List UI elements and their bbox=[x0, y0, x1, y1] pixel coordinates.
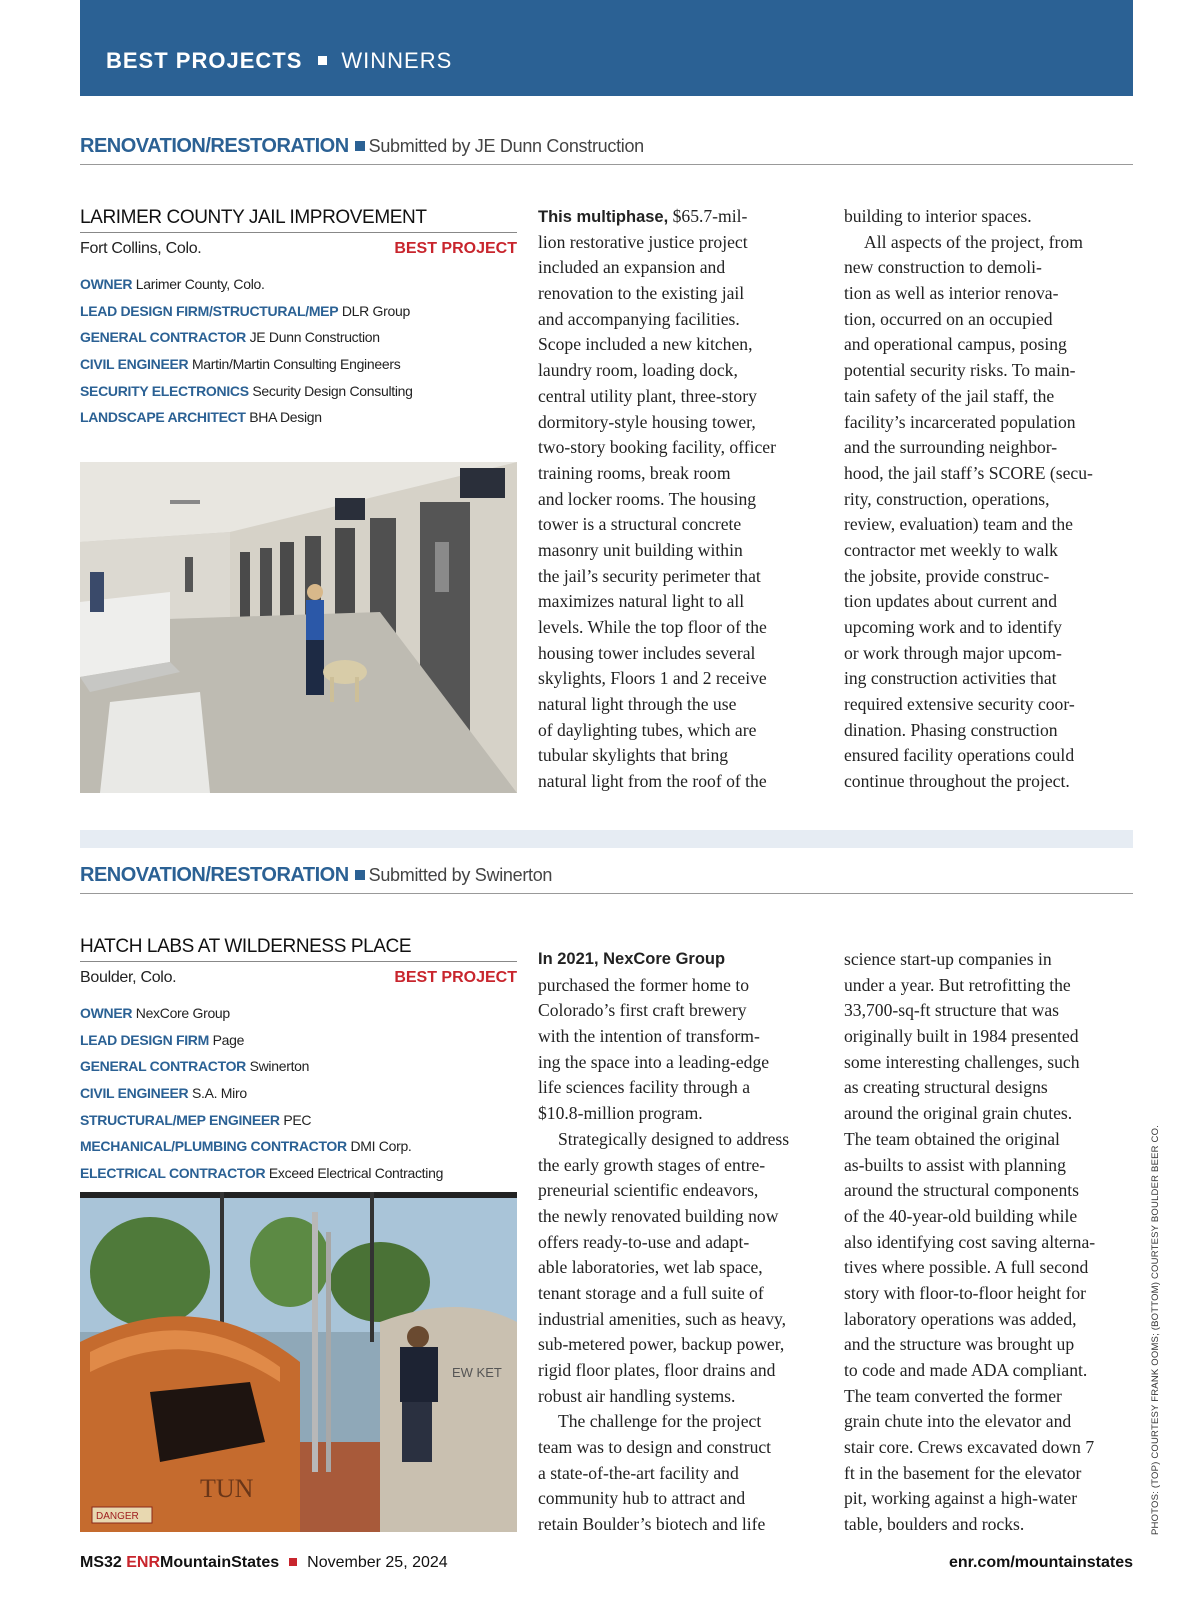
article-line: tenant storage and a full suite of bbox=[538, 1282, 764, 1303]
credit-row bbox=[80, 1160, 517, 1187]
article-line: review, evaluation) team and the bbox=[844, 514, 1073, 535]
article-line: training rooms, break room bbox=[538, 462, 731, 483]
section-divider bbox=[80, 830, 1133, 848]
article-line: continue throughout the project. bbox=[844, 771, 1070, 792]
article-line: building to interior spaces. bbox=[844, 206, 1032, 226]
credit-role: LEAD DESIGN FIRM bbox=[80, 1031, 209, 1048]
article-line: Scope included a new kitchen, bbox=[538, 334, 753, 355]
credit-row bbox=[80, 1053, 517, 1080]
page-footer bbox=[80, 1554, 1133, 1578]
brand-name: MountainStates bbox=[160, 1554, 280, 1571]
article-line: some interesting challenges, such bbox=[844, 1051, 1080, 1072]
article-line: purchased the former home to bbox=[538, 974, 750, 995]
credit-row bbox=[80, 378, 517, 405]
credit-role: ELECTRICAL CONTRACTOR bbox=[80, 1165, 266, 1182]
article-line: The challenge for the project bbox=[558, 1411, 762, 1432]
submitted-by: Submitted by JE Dunn Construction bbox=[368, 136, 644, 156]
article-line: contractor met weekly to walk bbox=[844, 539, 1058, 560]
credit-role: LEAD DESIGN FIRM/STRUCTURAL/MEP bbox=[80, 302, 339, 319]
article-line: also identifying cost saving alterna- bbox=[844, 1231, 1096, 1252]
article-line: maximizes natural light to all bbox=[538, 591, 745, 612]
submitted-by: Submitted by Swinerton bbox=[368, 865, 553, 885]
best-project-badge: BEST PROJECT bbox=[394, 969, 517, 986]
banner-section: BEST PROJECTS bbox=[106, 48, 303, 73]
credit-role: GENERAL CONTRACTOR bbox=[80, 1058, 246, 1075]
article-line: Colorado’s first craft brewery bbox=[538, 1000, 747, 1021]
credit-name: NexCore Group bbox=[135, 1005, 230, 1021]
article-line: laboratory operations was added, bbox=[844, 1308, 1077, 1329]
article-line: table, boulders and rocks. bbox=[844, 1514, 1025, 1535]
category-label: RENOVATION/RESTORATION bbox=[80, 864, 349, 886]
square-bullet-icon bbox=[355, 141, 365, 151]
article-line: The team converted the former bbox=[844, 1385, 1062, 1406]
issue-date: November 25, 2024 bbox=[307, 1554, 448, 1571]
article-line: tain safety of the jail staff, the bbox=[844, 385, 1055, 406]
article-line: tives where possible. A full second bbox=[844, 1257, 1089, 1278]
article-line: and operational campus, posing bbox=[844, 334, 1067, 355]
credit-role: LANDSCAPE ARCHITECT bbox=[80, 409, 246, 426]
article-line: laundry room, loading dock, bbox=[538, 360, 738, 381]
article-line: as creating structural designs bbox=[844, 1077, 1048, 1098]
banner-subsection: WINNERS bbox=[341, 48, 453, 73]
article-line: tion updates about current and bbox=[844, 591, 1058, 612]
article-line: $10.8-million program. bbox=[538, 1103, 703, 1124]
article-line: of daylighting tubes, which are bbox=[538, 719, 757, 740]
page-number: MS32 bbox=[80, 1554, 122, 1571]
lead-in: This multiphase, bbox=[538, 208, 669, 226]
article-line: sub-metered power, backup power, bbox=[538, 1334, 785, 1355]
article-line: the jobsite, provide construc- bbox=[844, 565, 1050, 586]
article-line: preneurial scientific endeavors, bbox=[538, 1180, 759, 1201]
article-line: central utility plant, three-story bbox=[538, 385, 757, 406]
credit-name: BHA Design bbox=[249, 409, 322, 426]
kettle-label: TUN bbox=[200, 1474, 254, 1503]
credit-name: Security Design Consulting bbox=[252, 382, 413, 399]
lead-in: In 2021, NexCore Group bbox=[538, 950, 726, 968]
credit-row bbox=[80, 1133, 517, 1160]
credit-row bbox=[80, 324, 517, 351]
article-line: ing construction activities that bbox=[844, 668, 1057, 689]
article-line: tion, occurred on an occupied bbox=[844, 308, 1053, 329]
footer-url: enr.com/mountainstates bbox=[948, 1554, 1133, 1571]
jail-photo-illustration bbox=[80, 462, 517, 793]
project-title-1: LARIMER COUNTY JAIL IMPROVEMENT bbox=[80, 207, 517, 233]
article-line: to code and made ADA compliant. bbox=[844, 1360, 1088, 1380]
footer-square-icon bbox=[289, 1558, 297, 1566]
credit-row bbox=[80, 1027, 517, 1054]
article-line: Strategically designed to address bbox=[558, 1128, 790, 1149]
article-line bbox=[538, 204, 828, 230]
article-line: housing tower includes several bbox=[538, 642, 756, 663]
article-line: required extensive security coor- bbox=[844, 694, 1075, 715]
article-line: or work through major upcom- bbox=[844, 642, 1062, 663]
article-line: with the intention of transform- bbox=[538, 1026, 760, 1047]
article-line: dination. Phasing construction bbox=[844, 719, 1058, 740]
article-line: skylights, Floors 1 and 2 receive bbox=[538, 668, 767, 689]
article-line: facility’s incarcerated population bbox=[844, 411, 1076, 432]
credit-name: Larimer County, Colo. bbox=[135, 276, 265, 292]
banner-title bbox=[106, 48, 452, 74]
article-line: story with floor-to-floor height for bbox=[844, 1282, 1086, 1303]
square-bullet-icon bbox=[355, 870, 365, 880]
article-line: as-builts to assist with planning bbox=[844, 1154, 1066, 1175]
article-line: stair core. Crews excavated down 7 bbox=[844, 1437, 1095, 1458]
credit-name: PEC bbox=[283, 1111, 312, 1128]
credit-name: Exceed Electrical Contracting bbox=[268, 1165, 444, 1182]
article-line: offers ready-to-use and adapt- bbox=[538, 1231, 750, 1252]
brewery-photo-illustration bbox=[80, 1192, 517, 1532]
credit-row bbox=[80, 271, 517, 298]
article-line: masonry unit building within bbox=[538, 539, 743, 560]
article-line: industrial amenities, such as heavy, bbox=[538, 1308, 787, 1329]
article-line: community hub to attract and bbox=[538, 1488, 746, 1509]
best-project-badge: BEST PROJECT bbox=[394, 240, 517, 257]
article-line: the newly renovated building now bbox=[538, 1205, 779, 1226]
kettle-side-label: EW KET bbox=[452, 1365, 502, 1380]
credit-role: CIVIL ENGINEER bbox=[80, 356, 189, 373]
article-line: and the surrounding neighbor- bbox=[844, 437, 1058, 458]
credit-name: Swinerton bbox=[249, 1058, 310, 1075]
article-line: rity, construction, operations, bbox=[844, 488, 1050, 509]
brand-enr: ENR bbox=[126, 1554, 161, 1571]
project-location-2 bbox=[80, 969, 517, 987]
article-line: retain Boulder’s biotech and life bbox=[538, 1514, 766, 1535]
article-line: science start-up companies in bbox=[844, 949, 1052, 969]
credit-row bbox=[80, 404, 517, 431]
credit-name: Martin/Martin Consulting Engineers bbox=[191, 356, 401, 373]
article-line: under a year. But retrofitting the bbox=[844, 974, 1071, 995]
article-line: upcoming work and to identify bbox=[844, 617, 1062, 637]
article-line: tion as well as interior renova- bbox=[844, 283, 1059, 304]
brew-kettle-photo bbox=[80, 1192, 517, 1532]
section-header-1 bbox=[80, 135, 1133, 165]
article-line: lion restorative justice project bbox=[538, 231, 748, 252]
credit-role: STRUCTURAL/MEP ENGINEER bbox=[80, 1111, 280, 1128]
credit-role: OWNER bbox=[80, 276, 133, 292]
article-line: around the original grain chutes. bbox=[844, 1103, 1073, 1124]
article-line: All aspects of the project, from bbox=[864, 231, 1083, 252]
article-line: able laboratories, wet lab space, bbox=[538, 1257, 763, 1278]
credit-name: S.A. Miro bbox=[191, 1085, 247, 1102]
credit-name: DMI Corp. bbox=[350, 1138, 412, 1155]
location-text: Boulder, Colo. bbox=[80, 969, 177, 986]
jail-interior-photo bbox=[80, 462, 517, 793]
credit-row bbox=[80, 1080, 517, 1107]
credit-role: SECURITY ELECTRONICS bbox=[80, 382, 249, 399]
article-text: $65.7-mil- bbox=[672, 206, 748, 226]
banner-square-icon bbox=[318, 56, 327, 65]
article-line: natural light from the roof of the bbox=[538, 771, 767, 792]
credit-row bbox=[80, 1107, 517, 1134]
article-line: around the structural components bbox=[844, 1180, 1080, 1201]
article-line: renovation to the existing jail bbox=[538, 283, 745, 304]
article-line: ft in the basement for the elevator bbox=[844, 1462, 1082, 1483]
credit-role: GENERAL CONTRACTOR bbox=[80, 329, 246, 346]
category-label: RENOVATION/RESTORATION bbox=[80, 135, 349, 157]
project-location-1 bbox=[80, 240, 517, 258]
article-line: hood, the jail staff’s SCORE (secu- bbox=[844, 462, 1093, 483]
project-title-2: HATCH LABS AT WILDERNESS PLACE bbox=[80, 936, 517, 962]
article-line: and accompanying facilities. bbox=[538, 308, 740, 329]
footer-left bbox=[80, 1554, 448, 1572]
article-line: tower is a structural concrete bbox=[538, 514, 742, 535]
article-line: of the 40-year-old building while bbox=[844, 1205, 1078, 1226]
article-line: robust air handling systems. bbox=[538, 1385, 736, 1406]
project-credits-1 bbox=[80, 271, 517, 431]
credit-row bbox=[80, 351, 517, 378]
photo-credit: PHOTOS: (TOP) COURTESY FRANK OOMS; (BOTTOM) COURTESY BOULDER BEER CO. bbox=[1150, 1124, 1161, 1535]
article-line: pit, working against a high-water bbox=[844, 1488, 1078, 1509]
location-text: Fort Collins, Colo. bbox=[80, 240, 202, 257]
article-line: team was to design and construct bbox=[538, 1437, 772, 1458]
article-line: included an expansion and bbox=[538, 257, 726, 278]
article-line: dormitory-style housing tower, bbox=[538, 411, 756, 432]
credit-role: OWNER bbox=[80, 1005, 133, 1021]
article-line: grain chute into the elevator and bbox=[844, 1411, 1072, 1432]
article-line: potential security risks. To main- bbox=[844, 360, 1076, 381]
article-line: life sciences facility through a bbox=[538, 1077, 751, 1098]
credit-row bbox=[80, 1000, 517, 1027]
article-line: ing the space into a leading-edge bbox=[538, 1051, 770, 1072]
article-column-2 bbox=[844, 204, 1134, 795]
credit-name: Page bbox=[212, 1031, 245, 1048]
article-line: natural light through the use bbox=[538, 694, 737, 715]
credit-row bbox=[80, 298, 517, 325]
credit-role: CIVIL ENGINEER bbox=[80, 1085, 189, 1102]
article-column-3 bbox=[538, 947, 828, 1538]
article-line: The team obtained the original bbox=[844, 1128, 1060, 1149]
article-line: originally built in 1984 presented bbox=[844, 1026, 1079, 1047]
article-line: new construction to demoli- bbox=[844, 257, 1042, 278]
header-banner bbox=[80, 0, 1133, 96]
credit-role: MECHANICAL/PLUMBING CONTRACTOR bbox=[80, 1138, 347, 1155]
article-line: tubular skylights that bring bbox=[538, 745, 729, 766]
article-column-4 bbox=[844, 947, 1134, 1538]
article-column-1 bbox=[538, 204, 828, 795]
article-line: levels. While the top floor of the bbox=[538, 617, 767, 637]
article-line: a state-of-the-art facility and bbox=[538, 1462, 739, 1483]
danger-label: DANGER bbox=[96, 1511, 139, 1522]
credit-name: DLR Group bbox=[341, 302, 410, 319]
article-line: the jail’s security perimeter that bbox=[538, 565, 761, 586]
article-line: and the structure was brought up bbox=[844, 1334, 1075, 1355]
article-line: the early growth stages of entre- bbox=[538, 1154, 766, 1175]
article-line: and locker rooms. The housing bbox=[538, 488, 757, 509]
project-credits-2 bbox=[80, 1000, 517, 1187]
article-line: rigid floor plates, floor drains and bbox=[538, 1360, 776, 1380]
article-line: two-story booking facility, officer bbox=[538, 437, 776, 458]
article-line: ensured facility operations could bbox=[844, 745, 1075, 766]
section-header-2 bbox=[80, 864, 1133, 894]
credit-name: JE Dunn Construction bbox=[249, 329, 380, 346]
article-line: 33,700-sq-ft structure that was bbox=[844, 1000, 1059, 1021]
